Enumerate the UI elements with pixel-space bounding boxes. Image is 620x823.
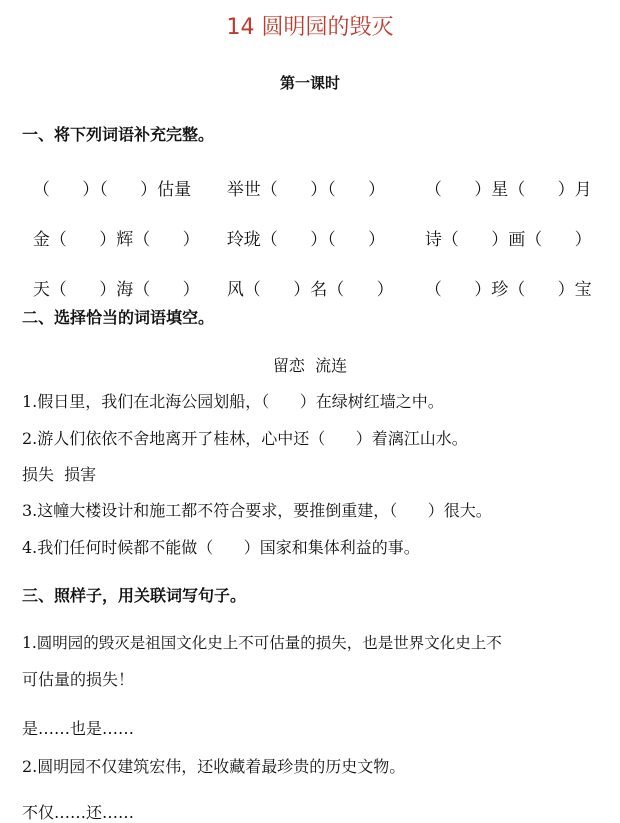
word-row-3	[22, 255, 592, 300]
word-item: 金（ ）辉（ ）	[32, 230, 200, 250]
word-choice-group-1: 留恋 流连	[272, 356, 348, 375]
example-sentence-line-2: 可估量的损失！	[22, 670, 135, 689]
section1-heading: 一、将下列词语补充完整。	[22, 125, 215, 144]
pattern-1: 是……也是……	[22, 719, 135, 738]
question-4: 4.我们任何时候都不能做（ ）国家和集体利益的事。	[22, 538, 420, 557]
page-title: 14 圆明园的毁灭	[226, 15, 394, 40]
lesson-subtitle: 第一课时	[279, 74, 340, 92]
word-item: 风（ ）名（ ）	[226, 280, 394, 300]
section3-heading: 三、照样子，用关联词写句子。	[22, 586, 247, 605]
pattern-2: 不仅……还……	[22, 803, 135, 822]
word-item: （ ）珍（ ）宝	[424, 280, 592, 300]
section2-heading: 二、选择恰当的词语填空。	[22, 308, 215, 327]
word-item: 举世（ ）（ ）	[226, 180, 386, 200]
word-row-1	[22, 155, 592, 200]
example-sentence-line-1: 1.圆明园的毁灭是祖国文化史上不可估量的损失，也是世界文化史上不	[22, 634, 502, 652]
question-1: 1.假日里，我们在北海公园划船，（ ）在绿树红墙之中。	[22, 392, 444, 411]
question-3: 3.这幢大楼设计和施工都不符合要求，要推倒重建，（ ）很大。	[22, 501, 492, 520]
word-item: 天（ ）海（ ）	[32, 280, 200, 300]
word-item: （ ）星（ ）月	[424, 180, 592, 200]
question-2: 2.游人们依依不舍地离开了桂林，心中还（ ）着漓江山水。	[22, 429, 468, 448]
word-item: 玲珑（ ）（ ）	[226, 230, 386, 250]
word-item: （ ）（ ）估量	[32, 180, 192, 200]
word-choice-group-2: 损失 损害	[22, 465, 97, 484]
word-row-2	[22, 205, 592, 250]
word-item: 诗（ ）画（ ）	[424, 230, 592, 250]
question-sentence-2: 2.圆明园不仅建筑宏伟，还收藏着最珍贵的历史文物。	[22, 757, 406, 776]
